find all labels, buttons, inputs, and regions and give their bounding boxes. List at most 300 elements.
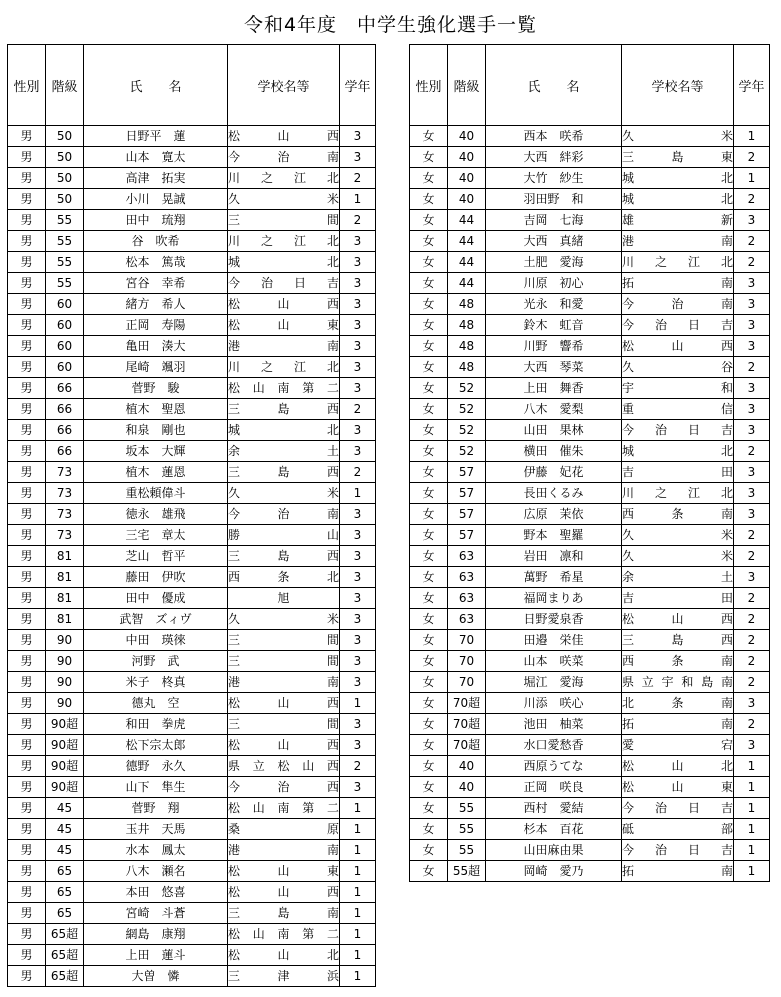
cell-grade: 2 — [734, 357, 770, 378]
cell-grade: 3 — [734, 378, 770, 399]
cell-name: 藤田 伊吹 — [84, 567, 228, 588]
cell-sex: 男 — [8, 819, 46, 840]
cell-school: 港南 — [622, 231, 734, 252]
cell-sex: 女 — [410, 567, 448, 588]
cell-grade: 3 — [340, 420, 376, 441]
cell-school: 松山東 — [228, 315, 340, 336]
cell-sex: 女 — [410, 168, 448, 189]
cell-class: 52 — [448, 378, 486, 399]
cell-name: 日野平 蓮 — [84, 126, 228, 147]
cell-sex: 男 — [8, 147, 46, 168]
cell-school: 吉田 — [622, 462, 734, 483]
cell-sex: 男 — [8, 945, 46, 966]
cell-grade: 1 — [340, 693, 376, 714]
cell-class: 63 — [448, 588, 486, 609]
cell-school: 西条南 — [622, 504, 734, 525]
cell-school: 松山北 — [622, 756, 734, 777]
table-row — [8, 651, 376, 672]
cell-grade: 3 — [734, 294, 770, 315]
cell-sex: 男 — [8, 273, 46, 294]
cell-grade: 1 — [734, 819, 770, 840]
cell-grade: 2 — [734, 147, 770, 168]
cell-name: 水口愛愁香 — [486, 735, 622, 756]
cell-school: 松山北 — [228, 945, 340, 966]
cell-class: 90 — [46, 651, 84, 672]
header-sex: 性別 — [410, 45, 448, 126]
cell-grade: 2 — [340, 399, 376, 420]
cell-school: 今治南 — [622, 294, 734, 315]
cell-grade: 2 — [734, 441, 770, 462]
cell-name: 杉本 百花 — [486, 819, 622, 840]
cell-sex: 女 — [410, 735, 448, 756]
table-row — [8, 315, 376, 336]
cell-school: 久米 — [622, 546, 734, 567]
cell-name: 池田 柚菜 — [486, 714, 622, 735]
cell-sex: 男 — [8, 966, 46, 987]
cell-grade: 3 — [340, 315, 376, 336]
cell-name: 坂本 大輝 — [84, 441, 228, 462]
cell-sex: 男 — [8, 735, 46, 756]
table-row — [410, 588, 770, 609]
header-school: 学校名等 — [228, 45, 340, 126]
table-row — [8, 735, 376, 756]
cell-name: 小川 晃誠 — [84, 189, 228, 210]
cell-name: 岩田 凛和 — [486, 546, 622, 567]
cell-grade: 2 — [340, 756, 376, 777]
cell-grade: 1 — [734, 168, 770, 189]
cell-name: 福岡まりあ — [486, 588, 622, 609]
cell-class: 50 — [46, 189, 84, 210]
table-row — [410, 231, 770, 252]
cell-sex: 男 — [8, 483, 46, 504]
cell-school: 拓南 — [622, 273, 734, 294]
cell-name: 大西 絆彩 — [486, 147, 622, 168]
cell-name: 土肥 愛海 — [486, 252, 622, 273]
male-roster-table — [7, 44, 376, 987]
cell-school: 久米 — [622, 525, 734, 546]
cell-class: 44 — [448, 210, 486, 231]
cell-school: 今治日吉 — [622, 798, 734, 819]
cell-sex: 女 — [410, 252, 448, 273]
cell-name: 川野 響希 — [486, 336, 622, 357]
cell-sex: 女 — [410, 693, 448, 714]
cell-class: 66 — [46, 441, 84, 462]
header-name: 氏 名 — [486, 45, 622, 126]
cell-name: 中田 瑛徠 — [84, 630, 228, 651]
cell-school: 吉田 — [622, 588, 734, 609]
female-roster-table — [409, 44, 770, 882]
cell-name: 本田 悠喜 — [84, 882, 228, 903]
cell-school: 県立宇和島南 — [622, 672, 734, 693]
cell-sex: 女 — [410, 147, 448, 168]
cell-name: 正岡 寿陽 — [84, 315, 228, 336]
cell-school: 今治西 — [228, 777, 340, 798]
cell-grade: 1 — [734, 798, 770, 819]
cell-sex: 女 — [410, 651, 448, 672]
cell-class: 44 — [448, 252, 486, 273]
cell-name: 芝山 哲平 — [84, 546, 228, 567]
cell-grade: 1 — [340, 861, 376, 882]
cell-sex: 女 — [410, 441, 448, 462]
cell-name: 大竹 紗生 — [486, 168, 622, 189]
cell-grade: 1 — [340, 840, 376, 861]
cell-class: 90 — [46, 693, 84, 714]
cell-grade: 1 — [340, 798, 376, 819]
cell-class: 48 — [448, 357, 486, 378]
cell-name: 伊藤 妃花 — [486, 462, 622, 483]
cell-sex: 男 — [8, 399, 46, 420]
cell-sex: 男 — [8, 924, 46, 945]
table-row — [8, 189, 376, 210]
table-row — [8, 588, 376, 609]
cell-sex: 女 — [410, 630, 448, 651]
cell-grade: 3 — [734, 315, 770, 336]
cell-grade: 3 — [340, 777, 376, 798]
cell-class: 60 — [46, 336, 84, 357]
table-row — [8, 903, 376, 924]
cell-class: 52 — [448, 420, 486, 441]
cell-sex: 女 — [410, 777, 448, 798]
cell-class: 55 — [46, 231, 84, 252]
table-row — [8, 966, 376, 987]
cell-class: 63 — [448, 546, 486, 567]
cell-class: 52 — [448, 399, 486, 420]
table-row — [8, 294, 376, 315]
table-row — [8, 210, 376, 231]
table-row — [8, 777, 376, 798]
cell-grade: 2 — [734, 672, 770, 693]
cell-school: 三間 — [228, 714, 340, 735]
table-row — [8, 147, 376, 168]
cell-grade: 1 — [734, 840, 770, 861]
cell-sex: 男 — [8, 294, 46, 315]
cell-name: 山本 寛太 — [84, 147, 228, 168]
cell-school: 川之江北 — [228, 168, 340, 189]
cell-class: 60 — [46, 294, 84, 315]
cell-class: 65 — [46, 861, 84, 882]
cell-school: 今治日吉 — [228, 273, 340, 294]
table-row — [410, 798, 770, 819]
header-class: 階級 — [448, 45, 486, 126]
cell-school: 三津浜 — [228, 966, 340, 987]
cell-grade: 3 — [340, 588, 376, 609]
cell-sex: 女 — [410, 714, 448, 735]
cell-name: 上田 舞香 — [486, 378, 622, 399]
cell-class: 90超 — [46, 777, 84, 798]
cell-school: 松山東 — [622, 777, 734, 798]
cell-grade: 3 — [340, 126, 376, 147]
table-row — [8, 336, 376, 357]
cell-name: 田邉 栄佳 — [486, 630, 622, 651]
cell-sex: 女 — [410, 798, 448, 819]
table-row — [8, 609, 376, 630]
cell-class: 55 — [448, 798, 486, 819]
cell-sex: 男 — [8, 378, 46, 399]
table-row — [8, 273, 376, 294]
cell-class: 73 — [46, 525, 84, 546]
cell-school: 余土 — [622, 567, 734, 588]
cell-sex: 女 — [410, 294, 448, 315]
cell-school: 港南 — [228, 336, 340, 357]
cell-grade: 3 — [340, 231, 376, 252]
cell-name: 川原 初心 — [486, 273, 622, 294]
table-row — [410, 252, 770, 273]
table-row — [410, 567, 770, 588]
cell-grade: 3 — [340, 714, 376, 735]
cell-name: 河野 武 — [84, 651, 228, 672]
cell-class: 65 — [46, 903, 84, 924]
cell-class: 40 — [448, 189, 486, 210]
cell-grade: 3 — [340, 147, 376, 168]
cell-name: 田中 優成 — [84, 588, 228, 609]
cell-class: 50 — [46, 126, 84, 147]
cell-class: 40 — [448, 756, 486, 777]
header-school: 学校名等 — [622, 45, 734, 126]
cell-name: 正岡 咲良 — [486, 777, 622, 798]
cell-name: 堀江 愛海 — [486, 672, 622, 693]
cell-school: 松山西 — [228, 294, 340, 315]
cell-school: 宇和 — [622, 378, 734, 399]
cell-class: 70 — [448, 672, 486, 693]
cell-sex: 女 — [410, 315, 448, 336]
cell-school: 余土 — [228, 441, 340, 462]
cell-name: 高津 拓実 — [84, 168, 228, 189]
cell-name: 山下 隼生 — [84, 777, 228, 798]
cell-school: 松山西 — [228, 126, 340, 147]
table-row — [410, 210, 770, 231]
cell-class: 90 — [46, 672, 84, 693]
cell-sex: 男 — [8, 756, 46, 777]
cell-class: 65超 — [46, 924, 84, 945]
table-row — [410, 714, 770, 735]
cell-school: 重信 — [622, 399, 734, 420]
cell-grade: 2 — [340, 210, 376, 231]
table-row — [410, 315, 770, 336]
table-row — [410, 819, 770, 840]
table-row — [410, 609, 770, 630]
cell-sex: 男 — [8, 861, 46, 882]
cell-grade: 1 — [734, 861, 770, 882]
cell-school: 今治南 — [228, 504, 340, 525]
table-row — [410, 546, 770, 567]
cell-grade: 3 — [340, 609, 376, 630]
table-row — [410, 357, 770, 378]
cell-name: 八木 瀬名 — [84, 861, 228, 882]
cell-grade: 2 — [734, 588, 770, 609]
cell-name: 上田 蓮斗 — [84, 945, 228, 966]
cell-class: 90超 — [46, 714, 84, 735]
cell-class: 55 — [448, 819, 486, 840]
cell-school: 三島東 — [622, 147, 734, 168]
table-row — [8, 357, 376, 378]
cell-name: 松下宗太郎 — [84, 735, 228, 756]
header-grade: 学年 — [734, 45, 770, 126]
cell-school: 雄新 — [622, 210, 734, 231]
table-row — [8, 819, 376, 840]
table-row — [410, 336, 770, 357]
cell-grade: 1 — [340, 966, 376, 987]
cell-school: 川之江北 — [622, 483, 734, 504]
cell-name: 德野 永久 — [84, 756, 228, 777]
table-header-row — [410, 45, 770, 126]
cell-class: 65超 — [46, 966, 84, 987]
cell-school: 三間 — [228, 651, 340, 672]
cell-class: 73 — [46, 462, 84, 483]
cell-school: 三島西 — [228, 462, 340, 483]
table-row — [8, 504, 376, 525]
cell-class: 45 — [46, 840, 84, 861]
cell-class: 52 — [448, 441, 486, 462]
cell-class: 63 — [448, 609, 486, 630]
table-row — [410, 756, 770, 777]
cell-school: 三間 — [228, 630, 340, 651]
cell-grade: 2 — [340, 462, 376, 483]
table-row — [410, 483, 770, 504]
cell-sex: 男 — [8, 777, 46, 798]
cell-sex: 女 — [410, 525, 448, 546]
cell-class: 55 — [46, 252, 84, 273]
cell-name: 植木 聖恩 — [84, 399, 228, 420]
table-row — [8, 798, 376, 819]
cell-school: 西条南 — [622, 651, 734, 672]
table-row — [8, 693, 376, 714]
cell-sex: 女 — [410, 483, 448, 504]
cell-school: 松山南第二 — [228, 798, 340, 819]
cell-sex: 女 — [410, 840, 448, 861]
cell-class: 45 — [46, 798, 84, 819]
cell-class: 70 — [448, 630, 486, 651]
cell-sex: 女 — [410, 819, 448, 840]
table-row — [8, 126, 376, 147]
table-row — [8, 231, 376, 252]
table-row — [410, 840, 770, 861]
cell-grade: 3 — [734, 504, 770, 525]
cell-name: 長田くるみ — [486, 483, 622, 504]
cell-sex: 男 — [8, 231, 46, 252]
cell-class: 57 — [448, 483, 486, 504]
cell-grade: 3 — [340, 735, 376, 756]
cell-name: 大西 真緒 — [486, 231, 622, 252]
table-row — [410, 273, 770, 294]
cell-name: 三宅 章太 — [84, 525, 228, 546]
table-row — [8, 462, 376, 483]
cell-school: 拓南 — [622, 714, 734, 735]
cell-sex: 男 — [8, 609, 46, 630]
cell-school: 港南 — [228, 672, 340, 693]
cell-name: 西本 咲希 — [486, 126, 622, 147]
cell-sex: 女 — [410, 861, 448, 882]
cell-school: 桑原 — [228, 819, 340, 840]
cell-school: 旭 — [228, 588, 340, 609]
cell-name: 宮谷 幸希 — [84, 273, 228, 294]
cell-class: 60 — [46, 315, 84, 336]
cell-sex: 女 — [410, 378, 448, 399]
table-row — [8, 672, 376, 693]
cell-name: 光永 和愛 — [486, 294, 622, 315]
table-row — [8, 483, 376, 504]
table-row — [8, 441, 376, 462]
cell-school: 松山西 — [622, 609, 734, 630]
cell-class: 44 — [448, 231, 486, 252]
table-row — [410, 378, 770, 399]
cell-class: 57 — [448, 504, 486, 525]
cell-name: 萬野 希星 — [486, 567, 622, 588]
cell-sex: 男 — [8, 588, 46, 609]
cell-school: 城北 — [622, 189, 734, 210]
cell-grade: 3 — [340, 252, 376, 273]
cell-grade: 3 — [734, 336, 770, 357]
cell-sex: 女 — [410, 756, 448, 777]
cell-school: 拓南 — [622, 861, 734, 882]
cell-sex: 女 — [410, 399, 448, 420]
header-grade: 学年 — [340, 45, 376, 126]
cell-school: 今治日吉 — [622, 315, 734, 336]
cell-school: 松山南第二 — [228, 378, 340, 399]
cell-sex: 女 — [410, 420, 448, 441]
cell-sex: 男 — [8, 651, 46, 672]
cell-class: 66 — [46, 420, 84, 441]
table-row — [8, 756, 376, 777]
cell-sex: 男 — [8, 840, 46, 861]
cell-name: 米子 柊真 — [84, 672, 228, 693]
cell-class: 57 — [448, 462, 486, 483]
cell-sex: 女 — [410, 504, 448, 525]
table-row — [8, 714, 376, 735]
cell-school: 三島西 — [228, 546, 340, 567]
cell-class: 55超 — [448, 861, 486, 882]
cell-grade: 3 — [340, 294, 376, 315]
cell-name: 德丸 空 — [84, 693, 228, 714]
cell-class: 45 — [46, 819, 84, 840]
cell-school: 松山西 — [622, 336, 734, 357]
cell-school: 今治南 — [228, 147, 340, 168]
cell-class: 48 — [448, 294, 486, 315]
cell-grade: 1 — [340, 924, 376, 945]
cell-name: 西原うてな — [486, 756, 622, 777]
table-row — [410, 525, 770, 546]
cell-school: 城北 — [228, 420, 340, 441]
cell-class: 50 — [46, 168, 84, 189]
cell-grade: 3 — [340, 630, 376, 651]
cell-sex: 男 — [8, 672, 46, 693]
table-row — [410, 189, 770, 210]
table-row — [8, 945, 376, 966]
cell-grade: 3 — [734, 693, 770, 714]
cell-sex: 女 — [410, 231, 448, 252]
cell-sex: 男 — [8, 441, 46, 462]
cell-grade: 1 — [340, 189, 376, 210]
cell-school: 久米 — [228, 189, 340, 210]
cell-class: 90超 — [46, 735, 84, 756]
cell-class: 66 — [46, 399, 84, 420]
cell-sex: 女 — [410, 357, 448, 378]
cell-sex: 女 — [410, 588, 448, 609]
cell-grade: 2 — [734, 651, 770, 672]
cell-class: 81 — [46, 588, 84, 609]
cell-class: 50 — [46, 147, 84, 168]
cell-name: 岡崎 愛乃 — [486, 861, 622, 882]
cell-name: 谷 吹希 — [84, 231, 228, 252]
cell-name: 松本 篤哉 — [84, 252, 228, 273]
cell-school: 松山西 — [228, 735, 340, 756]
cell-sex: 男 — [8, 252, 46, 273]
cell-sex: 男 — [8, 210, 46, 231]
table-row — [410, 777, 770, 798]
cell-school: 北条南 — [622, 693, 734, 714]
cell-school: 松山南第二 — [228, 924, 340, 945]
cell-class: 73 — [46, 504, 84, 525]
cell-grade: 1 — [340, 819, 376, 840]
